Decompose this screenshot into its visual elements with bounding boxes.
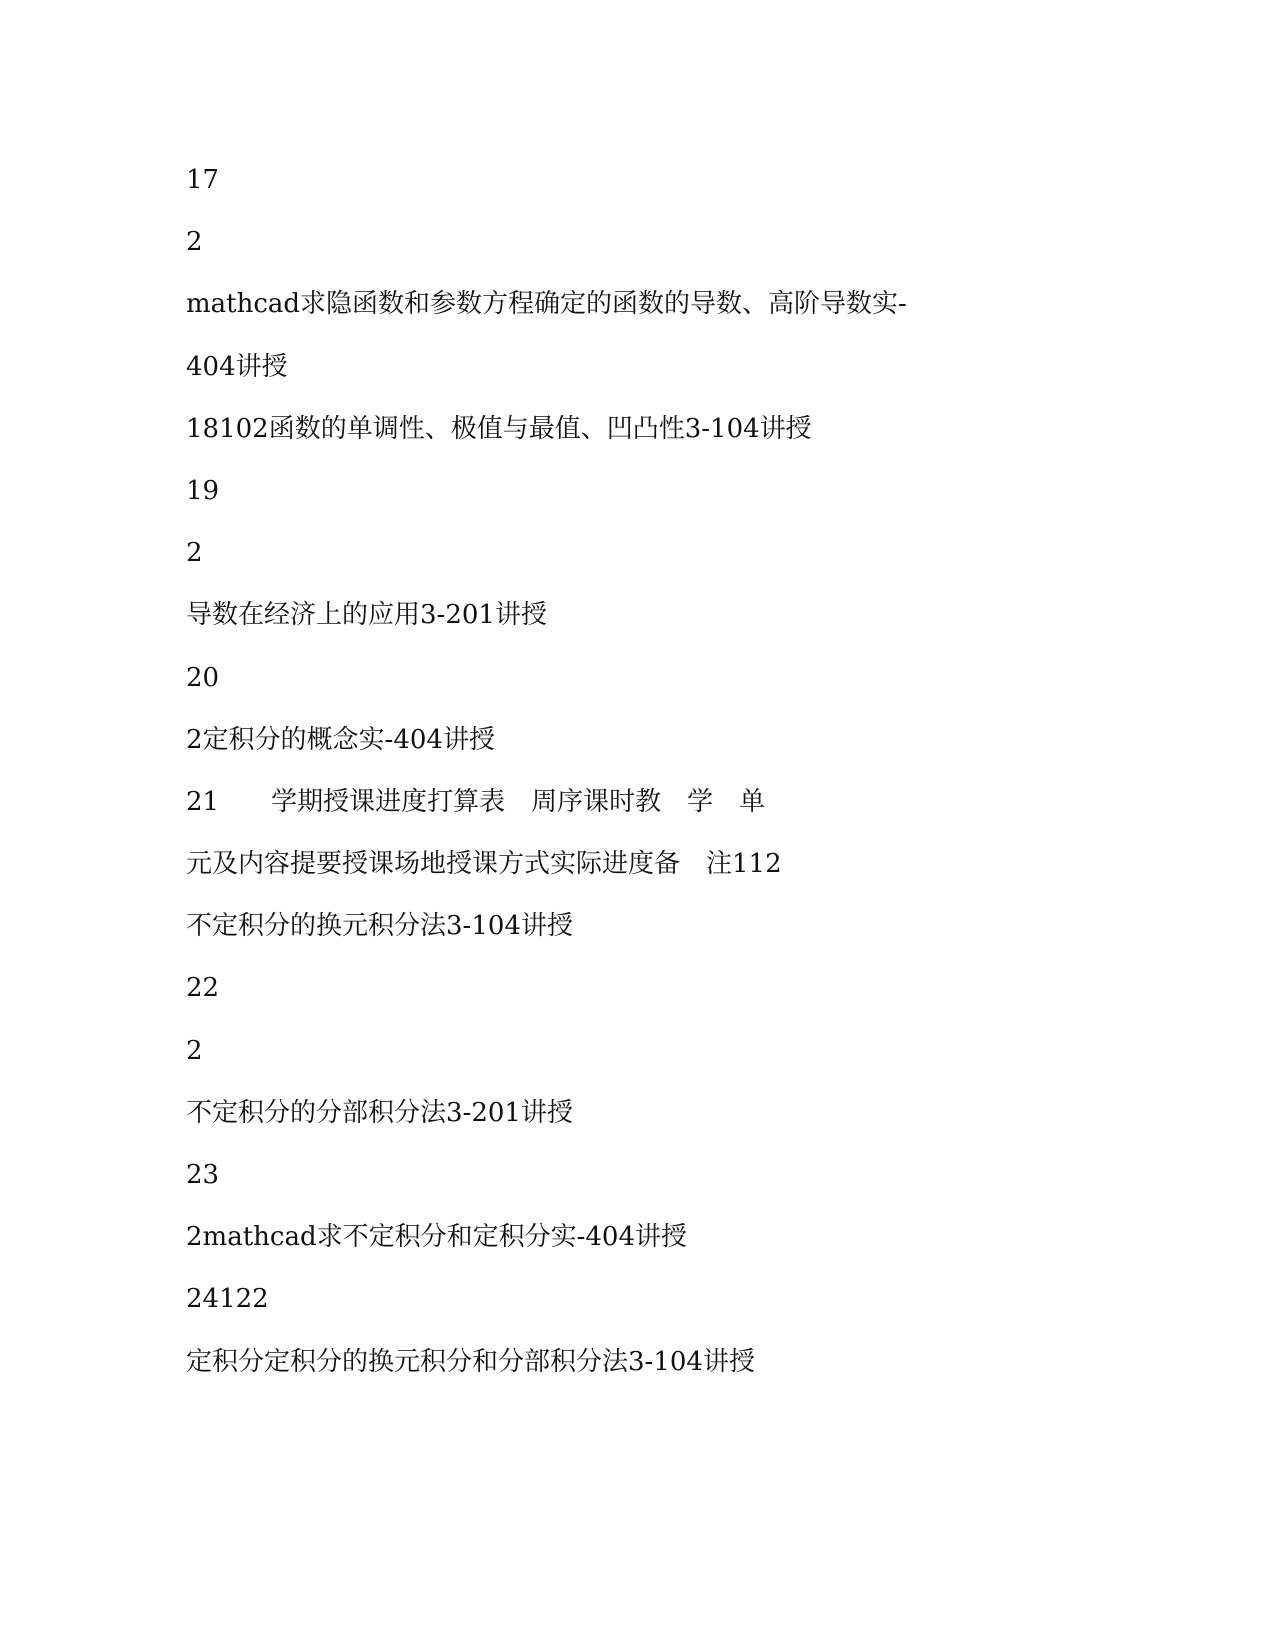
- text-line: 18102函数的单调性、极值与最值、凹凸性3-104讲授: [186, 413, 812, 444]
- text-line: 导数在经济上的应用3-201讲授: [186, 600, 547, 631]
- text-line: 19: [186, 475, 220, 506]
- text-line: 定积分定积分的换元积分和分部积分法3-104讲授: [186, 1346, 755, 1377]
- text-line: 404讲授: [186, 351, 288, 382]
- text-line: 21 学期授课进度打算表 周序课时教 学 单: [186, 786, 766, 817]
- text-line: mathcad求隐函数和参数方程确定的函数的导数、高阶导数实-: [186, 289, 907, 320]
- text-body: [186, 160, 1086, 1404]
- text-line: 2: [186, 538, 203, 569]
- text-line: 23: [186, 1160, 220, 1190]
- text-line: 不定积分的分部积分法3-201讲授: [186, 1097, 573, 1128]
- text-line: 不定积分的换元积分法3-104讲授: [186, 911, 573, 942]
- text-line: 2: [186, 227, 203, 258]
- text-line: 22: [186, 973, 220, 1004]
- text-line: 2定积分的概念实-404讲授: [186, 724, 495, 755]
- text-line: 元及内容提要授课场地授课方式实际进度备 注112: [186, 849, 782, 880]
- text-line: 20: [186, 662, 220, 693]
- text-line: 17: [186, 165, 220, 195]
- text-line: 2mathcad求不定积分和定积分实-404讲授: [186, 1222, 688, 1253]
- text-line: 24122: [186, 1284, 269, 1315]
- text-line: 2: [186, 1035, 203, 1066]
